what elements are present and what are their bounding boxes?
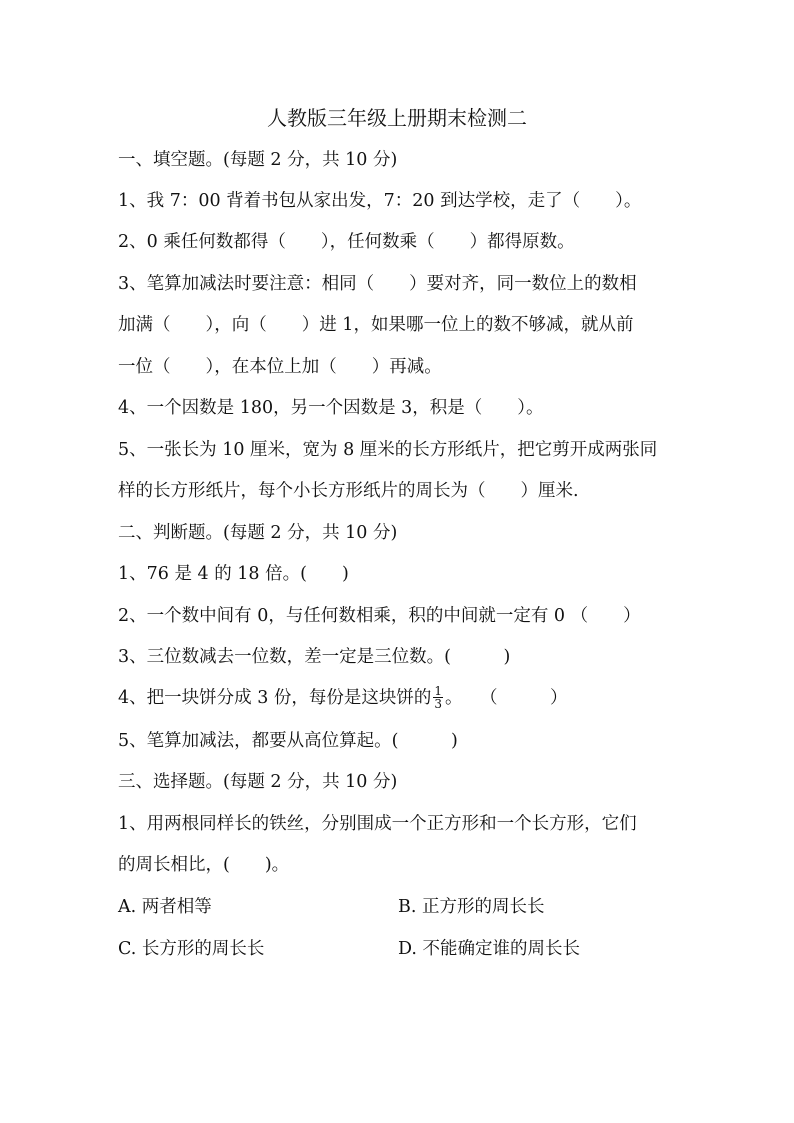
question-with-fraction bbox=[118, 686, 688, 711]
fraction bbox=[433, 685, 443, 710]
question-text: 5、一张长为 10 厘米，宽为 8 厘米的长方形纸片，把它剪开成两张同 bbox=[118, 440, 658, 460]
question-text: 1、76 是 4 的 18 倍。( ) bbox=[118, 564, 349, 584]
section-heading-fill-blank: 一、填空题。(每题 2 分，共 10 分) bbox=[118, 150, 398, 170]
question-text: 1、我 7：00 背着书包从家出发，7：20 到达学校，走了（ ）。 bbox=[118, 191, 642, 211]
question-text: 4、把一块饼分成 3 份，每份是这块饼的 bbox=[118, 688, 432, 708]
fraction-denominator: 3 bbox=[434, 697, 443, 711]
question-text: 3、三位数减去一位数，差一定是三位数。( ) bbox=[118, 647, 511, 667]
question-text: 样的长方形纸片，每个小长方形纸片的周长为（ ）厘米. bbox=[118, 481, 579, 501]
question-text: 3、笔算加减法时要注意：相同（ ）要对齐，同一数位上的数相 bbox=[118, 274, 637, 294]
question-text: 4、一个因数是 180，另一个因数是 3，积是（ ）。 bbox=[118, 398, 544, 418]
choice-option-a: A. 两者相等 bbox=[118, 897, 212, 917]
choice-option-b: B. 正方形的周长长 bbox=[398, 897, 545, 917]
question-text: 加满（ ），向（ ）进 1，如果哪一位上的数不够减，就从前 bbox=[118, 315, 634, 335]
page-title: 人教版三年级上册期末检测二 bbox=[267, 106, 527, 130]
question-text: 2、一个数中间有 0，与任何数相乘，积的中间就一定有 0 （ ） bbox=[118, 606, 641, 626]
choice-option-d: D. 不能确定谁的周长长 bbox=[398, 939, 581, 959]
question-text: 一位（ ），在本位上加（ ）再减。 bbox=[118, 357, 442, 377]
question-text: 1、用两根同样长的铁丝，分别围成一个正方形和一个长方形，它们 bbox=[118, 814, 637, 834]
section-heading-true-false: 二、判断题。(每题 2 分，共 10 分) bbox=[118, 523, 398, 543]
question-text: 的周长相比，( )。 bbox=[118, 855, 290, 875]
section-heading-multiple-choice: 三、选择题。(每题 2 分，共 10 分) bbox=[118, 772, 398, 792]
question-text: 。 （ ） bbox=[445, 688, 568, 708]
choice-option-c: C. 长方形的周长长 bbox=[118, 939, 265, 959]
question-text: 2、0 乘任何数都得（ ），任何数乘（ ）都得原数。 bbox=[118, 232, 575, 252]
fraction-numerator: 1 bbox=[434, 684, 443, 698]
question-text: 5、笔算加减法，都要从高位算起。( ) bbox=[118, 731, 458, 751]
